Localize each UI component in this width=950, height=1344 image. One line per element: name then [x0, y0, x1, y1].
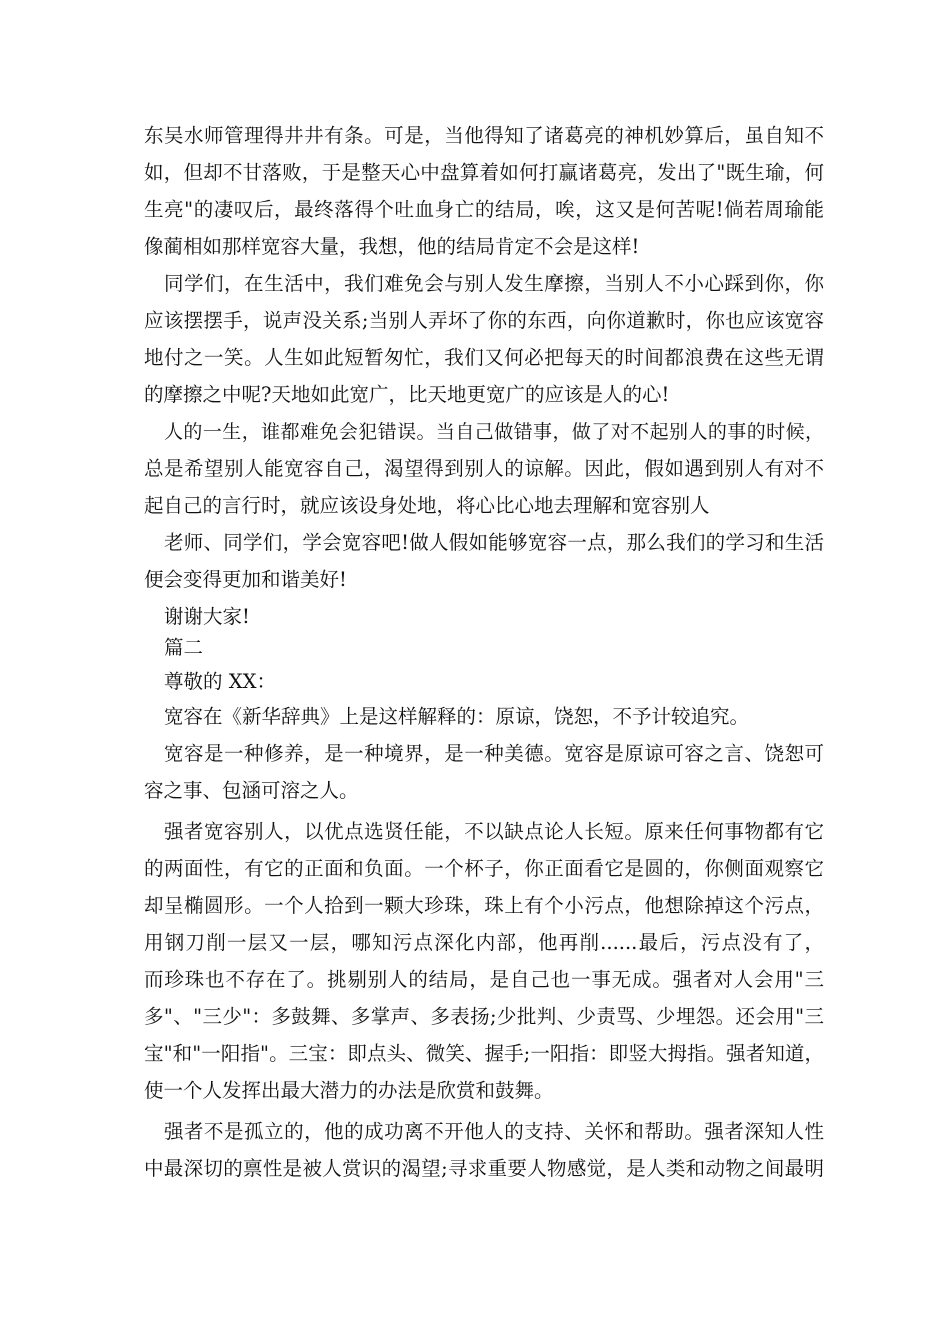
text-line: 地付之一笑。人生如此短暂匆忙，我们又何必把每天的时间都浪费在这些无谓	[144, 346, 824, 369]
text-line: 用钢刀削一层又一层，哪知污点深化内部，他再削......最后，污点没有了，	[144, 931, 824, 954]
text-line: 如，但却不甘落败，于是整天心中盘算着如何打赢诸葛亮，发出了"既生瑜，何	[144, 161, 824, 184]
text-line: 中最深切的禀性是被人赏识的渴望;寻求重要人物感觉，是人类和动物之间最明	[144, 1157, 824, 1180]
text-line: 起自己的言行时，就应该设身处地，将心比心地去理解和宽容别人	[144, 494, 710, 517]
text-line: 的摩擦之中呢?天地如此宽广，比天地更宽广的应该是人的心!	[144, 383, 670, 406]
text-line: 宽容是一种修养，是一种境界，是一种美德。宽容是原谅可容之言、饶恕可	[164, 742, 824, 765]
text-line: 老师、同学们，学会宽容吧!做人假如能够宽容一点，那么我们的学习和生活	[164, 531, 824, 554]
text-line: 东吴水师管理得井井有条。可是，当他得知了诸葛亮的神机妙算后，虽自知不	[144, 124, 824, 147]
text-line: 的两面性，有它的正面和负面。一个杯子，你正面看它是圆的，你侧面观察它	[144, 857, 824, 880]
text-line: 容之事、包涵可溶之人。	[144, 779, 359, 802]
text-line: 应该摆摆手，说声没关系;当别人弄坏了你的东西，向你道歉时，你也应该宽容	[144, 309, 824, 332]
text-line: 像蔺相如那样宽容大量，我想，他的结局肯定不会是这样!	[144, 235, 640, 258]
text-line: 多"、"三少"：多鼓舞、多掌声、多表扬;少批判、少责骂、少埋怨。还会用"三	[144, 1005, 824, 1028]
text-line: 生亮"的凄叹后，最终落得个吐血身亡的结局，唉，这又是何苦呢!倘若周瑜能	[144, 198, 824, 221]
salutation: 尊敬的 XX：	[164, 670, 276, 693]
text-line: 谢谢大家!	[164, 605, 250, 628]
text-line: 强者不是孤立的，他的成功离不开他人的支持、关怀和帮助。强者深知人性	[164, 1120, 824, 1143]
text-line: 却呈椭圆形。一个人拾到一颗大珍珠，珠上有个小污点，他想除掉这个污点，	[144, 894, 824, 917]
text-line: 而珍珠也不存在了。挑剔别人的结局，是自己也一事无成。强者对人会用"三	[144, 968, 824, 991]
text-line: 强者宽容别人，以优点选贤任能，不以缺点论人长短。原来任何事物都有它	[164, 820, 824, 843]
text-line: 使一个人发挥出最大潜力的办法是欣赏和鼓舞。	[144, 1079, 554, 1102]
text-line: 宝"和"一阳指"。三宝：即点头、微笑、握手;一阳指：即竖大拇指。强者知道，	[144, 1042, 824, 1065]
text-line: 宽容在《新华辞典》上是这样解释的：原谅，饶恕，不予计较追究。	[164, 705, 750, 728]
text-line: 总是希望别人能宽容自己，渴望得到别人的谅解。因此，假如遇到别人有对不	[144, 457, 824, 480]
text-line: 便会变得更加和谐美好!	[144, 568, 347, 591]
section-heading: 篇二	[164, 636, 204, 659]
text-line: 同学们，在生活中，我们难免会与别人发生摩擦，当别人不小心踩到你，你	[164, 272, 824, 295]
text-line: 人的一生，谁都难免会犯错误。当自己做错事，做了对不起别人的事的时候，	[164, 421, 824, 443]
